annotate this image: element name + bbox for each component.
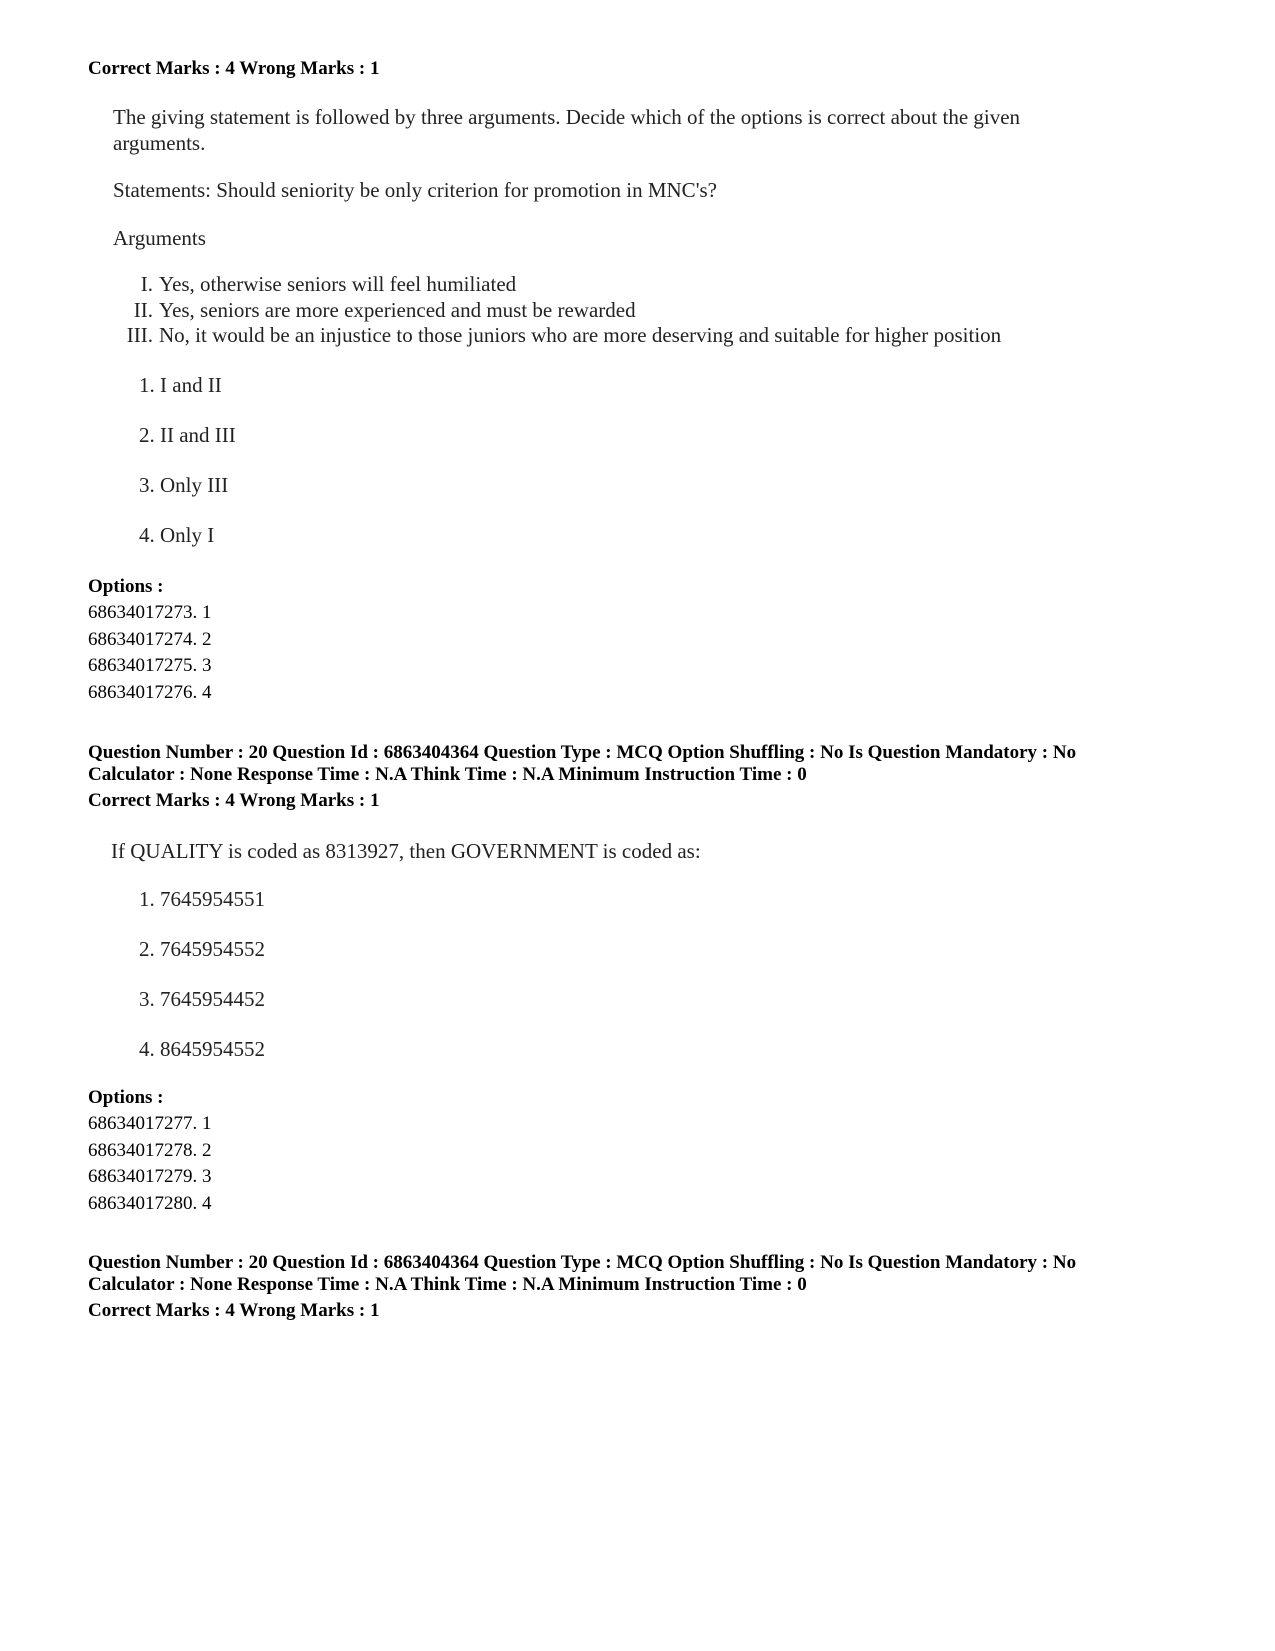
option-id-line: 68634017277. 1 — [88, 1113, 212, 1134]
option-id-line: 68634017273. 1 — [88, 602, 212, 623]
argument-text: Yes, seniors are more experienced and must be rewarded — [159, 298, 636, 322]
question-text-line: The giving statement is followed by three arguments. Decide which of the options is correct about the given — [113, 105, 1021, 129]
options-label: Options : — [88, 1087, 164, 1108]
argument-number: III. — [126, 323, 153, 347]
answer-choice: 1. I and II — [139, 373, 222, 397]
option-id-line: 68634017276. 4 — [88, 682, 212, 703]
argument-item — [111, 323, 1001, 348]
answer-choice: 4. Only I — [139, 523, 215, 547]
marks-line: Correct Marks : 4 Wrong Marks : 1 — [88, 790, 380, 811]
arguments-heading: Arguments — [113, 226, 206, 250]
answer-choice: 4. 8645954552 — [139, 1037, 265, 1061]
answer-choice: 2. 7645954552 — [139, 937, 265, 961]
marks-line: Correct Marks : 4 Wrong Marks : 1 — [88, 58, 380, 79]
question-text-line: arguments. — [113, 131, 206, 155]
option-id-line: 68634017279. 3 — [88, 1166, 212, 1187]
answer-choice: 2. II and III — [139, 423, 236, 447]
question-text: If QUALITY is coded as 8313927, then GOVERNMENT is coded as: — [111, 839, 701, 863]
option-id-line: 68634017275. 3 — [88, 655, 212, 676]
option-id-line: 68634017274. 2 — [88, 629, 212, 650]
option-id-line: 68634017278. 2 — [88, 1140, 212, 1161]
answer-choice: 3. Only III — [139, 473, 229, 497]
argument-number: I. — [140, 272, 153, 296]
argument-item — [111, 272, 516, 297]
question-header-line: Calculator : None Response Time : N.A Think Time : N.A Minimum Instruction Time : 0 — [88, 1274, 807, 1295]
argument-text: Yes, otherwise seniors will feel humiliated — [159, 272, 517, 296]
marks-line: Correct Marks : 4 Wrong Marks : 1 — [88, 1300, 380, 1321]
question-header-line: Calculator : None Response Time : N.A Think Time : N.A Minimum Instruction Time : 0 — [88, 764, 807, 785]
statement-text: Statements: Should seniority be only criterion for promotion in MNC's? — [113, 178, 717, 202]
argument-number: II. — [133, 298, 153, 322]
question-header-line: Question Number : 20 Question Id : 6863404364 Question Type : MCQ Option Shuffling : No Is Question Mandatory : No — [88, 742, 1077, 763]
argument-item — [111, 298, 636, 323]
argument-text: No, it would be an injustice to those juniors who are more deserving and suitable for higher position — [159, 323, 1002, 347]
answer-choice: 3. 7645954452 — [139, 987, 265, 1011]
answer-choice: 1. 7645954551 — [139, 887, 265, 911]
question-header-line: Question Number : 20 Question Id : 6863404364 Question Type : MCQ Option Shuffling : No Is Question Mandatory : No — [88, 1252, 1077, 1273]
option-id-line: 68634017280. 4 — [88, 1193, 212, 1214]
options-label: Options : — [88, 576, 164, 597]
